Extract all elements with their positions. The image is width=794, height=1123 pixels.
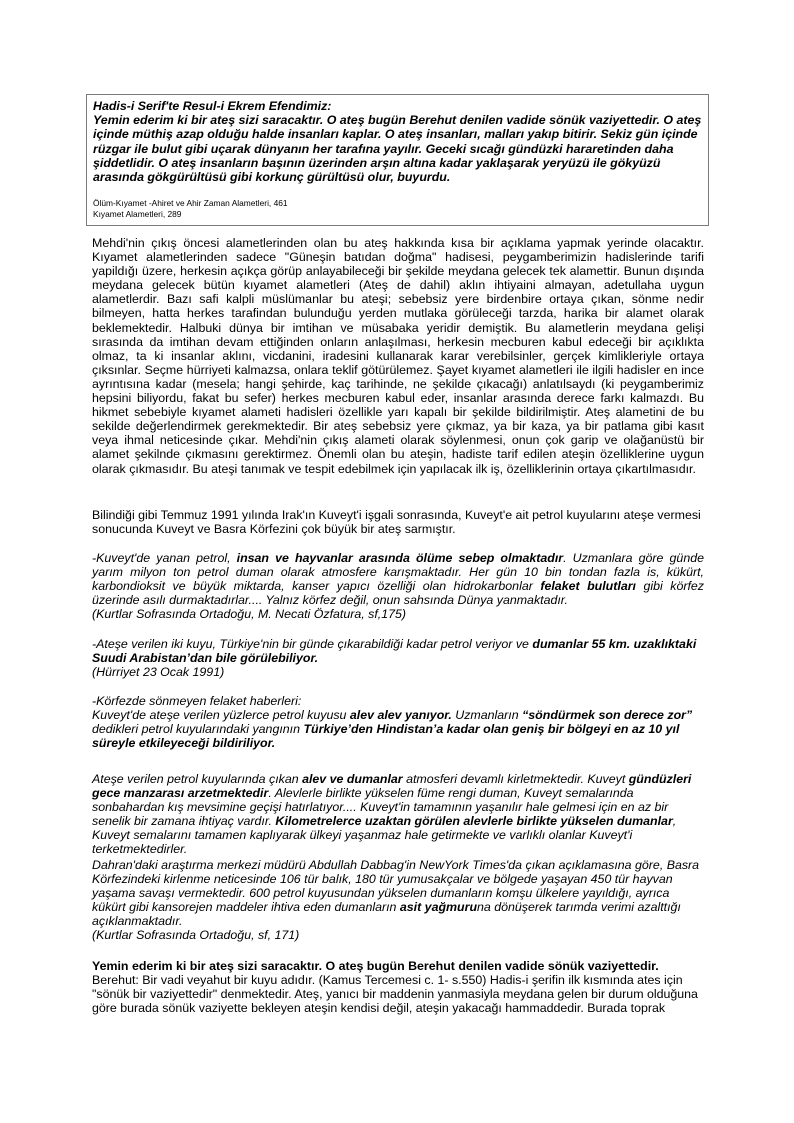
reference-item: Ölüm-Kıyamet -Ahiret ve Ahir Zaman Alametleri, 461 (93, 198, 288, 209)
excerpt-emphasis: gündüzleri gece manzarası arzetmektedir (92, 772, 692, 801)
excerpt-emphasis: insan ve hayvanlar arasında ölüme sebep olmaktadır (236, 551, 564, 565)
kuwait-paragraph: Bilindiği gibi Temmuz 1991 yılında Irak'ın Kuveyt'i işgali sonrasında, Kuveyt'e ait petrol kuyularını ateşe vermesi sonucunda Kuveyt ve Basra Körfezini çok büyük bir ateş sarmıştır. (92, 508, 701, 537)
excerpt-source: (Kurtlar Sofrasında Ortadoğu, M. Necati Özfatura, sf,175) (92, 607, 407, 622)
berehut-section (92, 959, 704, 1015)
excerpt-emphasis: felaket bulutları (540, 579, 636, 594)
excerpt-emphasis: alev ve dumanlar (302, 772, 403, 786)
excerpt-emphasis: Türkiye’den Hindistan’a kadar olan geniş bir bölgeyi en az 10 yıl süreyle etkileyeceği bildiriliyor. (92, 722, 680, 751)
excerpt-emphasis: dumanlar 55 km. uzaklıktaki Suudi Arabistan’dan bile görülebiliyor. (92, 637, 697, 666)
excerpt-emphasis: alev alev yanıyor. (349, 708, 452, 723)
excerpt-kuwait-petrol (92, 551, 704, 621)
excerpt-text: Dahran'daki araştırma merkezi müdürü Abdullah Dabbag'in NewYork Times'da çıkan açıklamasına göre, Basra Körfezindeki kirlenme neticesinde 106 tür balık, 180 tür yumusakçalar ve bölgede yaşayan 450 tür hayvan yaşama savaşı vermektedir. 600 petrol kuyusundan yükselen dumanların komşu ülkelere yayıldığı, ayrıca kükürt gibi kansorejen maddeler ihtiva eden dumanların (92, 858, 700, 915)
excerpt-text: dedikleri petrol kuyularındaki yangının (92, 722, 304, 737)
quote-references (93, 198, 702, 220)
berehut-body: Berehut: Bir vadi veyahut bir kuyu adıdır. (Kamus Tercemesi c. 1- s.550) Hadis-i şerifin ilk kısmında ates için "sönük bir vaziyettedir" denmektedir. Ateş, yanıcı bir maddenin yanmasiyla meydana gelen bir durum olduğuna göre burada sönük vaziyette bekleyen ateşin kendisi değil, ateşin yakacağı hammaddedir. Burada toprak (92, 973, 698, 1016)
intro-paragraph: Mehdi'nin çıkış öncesi alametlerinden olan bu ateş hakkında kısa bir açıklama yapmak yerinde olacaktır. Kıyamet alametlerinden sadece "Güneşin batıdan doğma" hadisesi, peygamberimizin hadislerinde tarifi yapildığı üzere, herkesin açıkça görüp anlayabileceği bir şekilde meydana gelecek tek alamettir. Bunun dışında meydana gelecek bütün kıyamet alametleri (Ateş de dahil) aklın ihtiyaini almayan, adetullaha uygun alametlerdir. Bazı safi kalpli müslümanlar bu ateşi; sebebsiz yere birdenbire ortaya çıkan, sönme nedir bilmeyen, hatta herkes tarafindan bulunduğu yerden mutlaka görüleceği tarzda, harika bir alamet olarak beklemektedir. Halbuki dünya bir imtihan ve müsabaka yeridir demiştik. Bu alametlerin meydana gelişi sırasında da imtihan devam ettiğinden onların anlaşılması, herkesin mecburen kabul edeceği bir açıklıkta olmaz, ta ki insanlar aklını, vicdanini, iradesini kullanarak karar verebilsinler, gerçek kimlikleriyle ortaya çıksınlar. Seçme hürriyeti kalmazsa, onlara teklif götürülemez. Şayet kıyamet alametleri ile ilgili hadisler en ince ayrıntısına kadar (mesela; hangi şehirde, kaç tarihinde, ne şekilde çıkacağı) anlatılsaydı (ki peygamberimiz hepsini biliyordu, fakat bu sefer) herkes mecburen kabul eder, insanlar arasında derece farkı kalmazdı. Bu hikmet sebebiyle kıyamet alameti hadisleri özellikle yarı kapalı bir şekilde bildirilmiştir. Ateş alametini de bu sekilde değerlendirmek gerekmektedir. Bir ateş sebebsiz yere çıkmaz, ya bir kaza, ya bir patlama gibi kasıt veya ihmal neticesinde çıkar. Mehdi'nin çıkış alameti olarak söylenmesi, onun çok garip ve olağanüstü bir alamet şekilnde çıkmasını gerektirmez. Önemli olan bu ateşin, hadiste tarif edilen ateşin özelliklerine uygun olarak çıkmasıdır. Bu ateşi tanımak ve tespit edebilmek için yapılacak ilk iş, özelliklerinin ortaya çıkartılmasıdır. (92, 236, 704, 476)
excerpt-text: na dönüşerek tarımda verimi azalttığı açıklanmaktadır. (92, 900, 681, 929)
excerpt-source: (Kurtlar Sofrasında Ortadoğu, sf, 171) (92, 928, 300, 943)
excerpt-two-wells (92, 637, 704, 679)
quote-body: Yemin ederim ki bir ateş sizi saracaktır. O ateş bugün Berehut denilen vadide sönük vaziyettedir. O ateş içinde müthiş azap olduğu halde insanları kaplar. O ateş insanları, malları yakıp bitirir. Sekiz gün içinde rüzgar ile bulut gibi uçarak dünyanın her tarafına yayılır. Geceki sıcağı gündüzki hararetinden daha şiddetlidir. O ateş insanların başının üzerinden arşın altına kadar yaklaşarak yeryüzü ile gökyüzü arasında gökgürültüsü gibi korkunç gürültüsü olur, buyurdu. (93, 113, 702, 185)
excerpt-emphasis: asit yağmuru (399, 900, 478, 915)
reference-item: Kıyamet Alametleri, 289 (93, 209, 182, 220)
excerpt-text: Kuveyt'de ateşe verilen yüzlerce petrol kuyusu (92, 708, 350, 723)
excerpt-emphasis: Kilometrelerce uzaktan görülen alevlerle birlikte yükselen dumanlar (275, 814, 673, 829)
excerpt-text: Ateşe verilen petrol kuyularında çıkan (92, 772, 303, 786)
excerpt-dahran (92, 858, 704, 943)
excerpt-source: (Hürriyet 23 Ocak 1991) (92, 665, 225, 680)
excerpt-text: atmosferi devamlı kirletmektedir. Kuveyt (402, 772, 629, 786)
excerpt-flames-smoke (92, 772, 704, 857)
quote-title: Hadis-i Serif'te Resul-i Ekrem Efendimiz: (93, 99, 332, 113)
excerpt-text: , Kuveyt semalarını tamamen kaplıyarak ülkeyi yaşanmaz hale getirmekte ve varlıklı olanlar Kuveyt'i terketmektedirler. (92, 814, 677, 857)
berehut-heading: Yemin ederim ki bir ateş sizi saracaktır. O ateş bugün Berehut denilen vadide sönük vaziyettedir. (92, 959, 659, 973)
excerpt-text: . Alevlerle birlikte yükselen füme rengi duman, Kuveyt semalarında sonbahardan kış mevsimine geçişi hatırlatıyor.... Kuveyt'in tamamının yaşanılır hale gelmesi için en az bir senelik bir zamana ihtiyaç vardır. (92, 786, 669, 829)
hadith-quote-box (86, 94, 709, 226)
excerpt-text: -Ateşe verilen iki kuyu, Türkiye'nin bir günde çıkarabildiği kadar petrol veriyor ve (92, 637, 533, 651)
excerpt-text: gibi körfez üzerinde asılı durmaktadırlar.... Yalnız körfez değil, onun sahsında Dünya yanmaktadır. (92, 579, 705, 608)
excerpt-text: -Kuveyt'de yanan petrol, (92, 551, 237, 565)
excerpt-gulf-news (92, 694, 704, 750)
excerpt-text: . Uzmanlara göre günde yarım milyon ton petrol duman olarak atmosfere karışmaktadır. Her gün 10 bin tondan fazla is, kükürt, karbondioksit ve büyük miktarda, kanser yapıcı özelliği olan hidrokarbonlar (92, 551, 704, 594)
excerpt-heading: -Körfezde sönmeyen felaket haberleri: (92, 694, 302, 708)
excerpt-emphasis: “söndürmek son derece zor” (522, 708, 693, 723)
excerpt-text: Uzmanların (451, 708, 523, 723)
